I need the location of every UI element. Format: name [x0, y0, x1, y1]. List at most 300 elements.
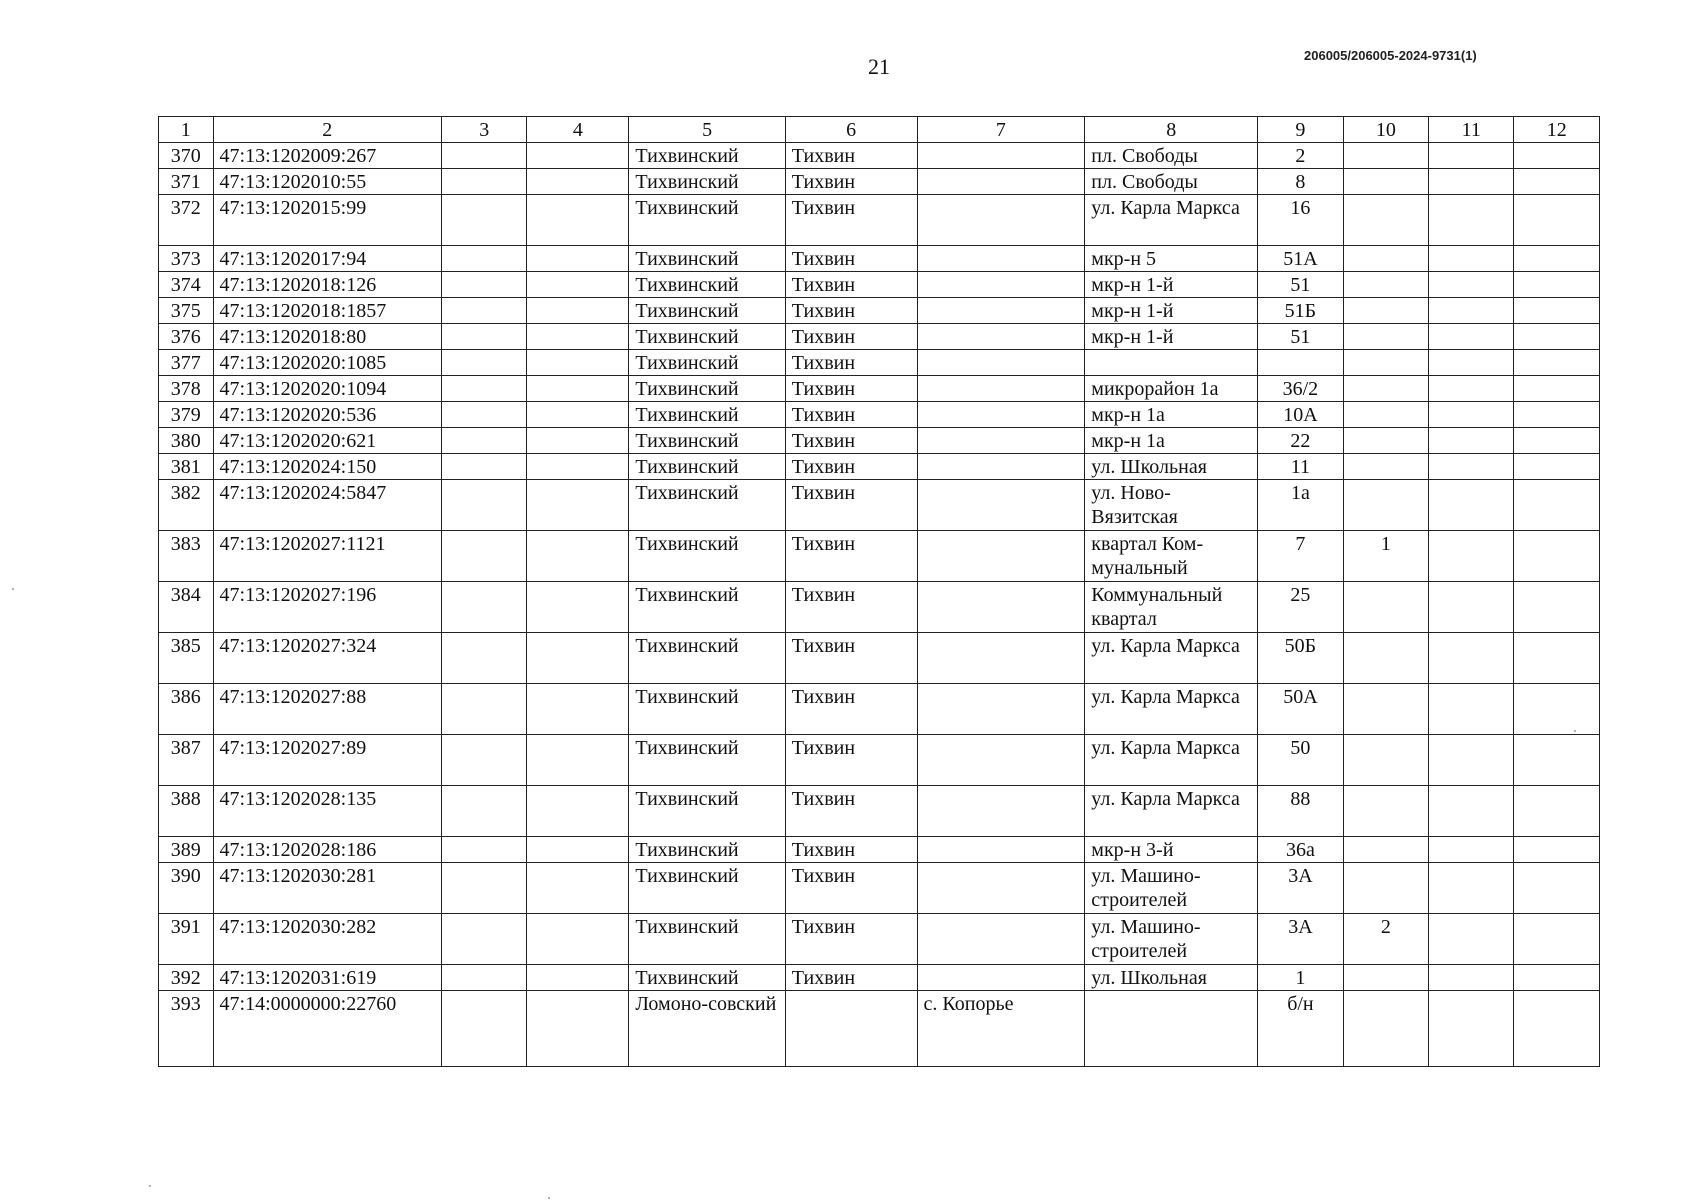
- district-cell: Тихвинский: [629, 914, 785, 965]
- locality-cell: [917, 633, 1085, 684]
- table-row: [159, 376, 1600, 402]
- table-body: [159, 143, 1600, 1067]
- district-cell: Тихвинский: [629, 350, 785, 376]
- column-4-cell: [527, 965, 629, 991]
- column-10-cell: [1343, 298, 1428, 324]
- column-12-cell: [1514, 324, 1600, 350]
- column-4-cell: [527, 324, 629, 350]
- column-3-cell: [442, 965, 527, 991]
- city-cell: Тихвин: [785, 863, 917, 914]
- locality-cell: [917, 272, 1085, 298]
- column-11-cell: [1429, 454, 1514, 480]
- district-cell: Тихвинский: [629, 454, 785, 480]
- table-row: [159, 837, 1600, 863]
- district-cell: Тихвинский: [629, 298, 785, 324]
- column-10-cell: [1343, 169, 1428, 195]
- city-cell: [785, 991, 917, 1067]
- column-4-cell: [527, 480, 629, 531]
- city-cell: Тихвин: [785, 735, 917, 786]
- column-12-cell: [1514, 298, 1600, 324]
- column-header: 8: [1085, 117, 1258, 143]
- column-12-cell: [1514, 376, 1600, 402]
- column-10-cell: [1343, 837, 1428, 863]
- city-cell: Тихвин: [785, 402, 917, 428]
- cadastral-number-cell: 47:13:1202024:150: [213, 454, 442, 480]
- row-number-cell: 381: [159, 454, 214, 480]
- street-cell: мкр-н 1-й: [1085, 298, 1258, 324]
- house-number-cell: 51Б: [1258, 298, 1343, 324]
- column-10-cell: [1343, 454, 1428, 480]
- column-12-cell: [1514, 195, 1600, 246]
- column-3-cell: [442, 633, 527, 684]
- city-cell: Тихвин: [785, 272, 917, 298]
- cadastral-number-cell: 47:13:1202027:1121: [213, 531, 442, 582]
- column-12-cell: [1514, 991, 1600, 1067]
- scan-speck: [1574, 730, 1576, 732]
- column-12-cell: [1514, 350, 1600, 376]
- house-number-cell: 1: [1258, 965, 1343, 991]
- column-4-cell: [527, 735, 629, 786]
- district-cell: Ломоно-совский: [629, 991, 785, 1067]
- column-3-cell: [442, 272, 527, 298]
- column-12-cell: [1514, 454, 1600, 480]
- column-11-cell: [1429, 324, 1514, 350]
- column-10-cell: [1343, 735, 1428, 786]
- street-cell: мкр-н 1-й: [1085, 324, 1258, 350]
- locality-cell: [917, 402, 1085, 428]
- house-number-cell: 11: [1258, 454, 1343, 480]
- column-12-cell: [1514, 633, 1600, 684]
- column-3-cell: [442, 428, 527, 454]
- locality-cell: [917, 786, 1085, 837]
- column-3-cell: [442, 735, 527, 786]
- city-cell: Тихвин: [785, 480, 917, 531]
- cadastral-number-cell: 47:13:1202028:186: [213, 837, 442, 863]
- locality-cell: [917, 454, 1085, 480]
- house-number-cell: 50А: [1258, 684, 1343, 735]
- district-cell: Тихвинский: [629, 169, 785, 195]
- column-12-cell: [1514, 837, 1600, 863]
- row-number-cell: 382: [159, 480, 214, 531]
- column-3-cell: [442, 786, 527, 837]
- cadastral-number-cell: 47:13:1202020:1094: [213, 376, 442, 402]
- city-cell: Тихвин: [785, 376, 917, 402]
- row-number-cell: 384: [159, 582, 214, 633]
- house-number-cell: 1а: [1258, 480, 1343, 531]
- column-4-cell: [527, 169, 629, 195]
- column-3-cell: [442, 684, 527, 735]
- district-cell: Тихвинский: [629, 684, 785, 735]
- district-cell: Тихвинский: [629, 633, 785, 684]
- table-row: [159, 428, 1600, 454]
- street-cell: Коммунальный квартал: [1085, 582, 1258, 633]
- column-10-cell: [1343, 582, 1428, 633]
- column-12-cell: [1514, 428, 1600, 454]
- column-10-cell: [1343, 480, 1428, 531]
- table-row: [159, 402, 1600, 428]
- table-row: [159, 684, 1600, 735]
- column-header: 6: [785, 117, 917, 143]
- district-cell: Тихвинский: [629, 246, 785, 272]
- cadastral-number-cell: 47:13:1202015:99: [213, 195, 442, 246]
- column-3-cell: [442, 531, 527, 582]
- column-header: 10: [1343, 117, 1428, 143]
- column-header: 11: [1429, 117, 1514, 143]
- district-cell: Тихвинский: [629, 786, 785, 837]
- column-4-cell: [527, 582, 629, 633]
- city-cell: Тихвин: [785, 298, 917, 324]
- table-row: [159, 863, 1600, 914]
- column-3-cell: [442, 480, 527, 531]
- city-cell: Тихвин: [785, 582, 917, 633]
- column-11-cell: [1429, 863, 1514, 914]
- column-10-cell: 1: [1343, 531, 1428, 582]
- street-cell: пл. Свободы: [1085, 169, 1258, 195]
- column-11-cell: [1429, 633, 1514, 684]
- column-12-cell: [1514, 863, 1600, 914]
- house-number-cell: 36/2: [1258, 376, 1343, 402]
- city-cell: Тихвин: [785, 786, 917, 837]
- district-cell: Тихвинский: [629, 531, 785, 582]
- cadastral-number-cell: 47:13:1202028:135: [213, 786, 442, 837]
- table-row: [159, 991, 1600, 1067]
- column-10-cell: [1343, 195, 1428, 246]
- column-12-cell: [1514, 582, 1600, 633]
- column-4-cell: [527, 786, 629, 837]
- column-10-cell: [1343, 428, 1428, 454]
- column-10-cell: 2: [1343, 914, 1428, 965]
- column-3-cell: [442, 246, 527, 272]
- column-3-cell: [442, 863, 527, 914]
- street-cell: пл. Свободы: [1085, 143, 1258, 169]
- column-4-cell: [527, 428, 629, 454]
- table-row: [159, 454, 1600, 480]
- city-cell: Тихвин: [785, 143, 917, 169]
- locality-cell: [917, 965, 1085, 991]
- table-row: [159, 914, 1600, 965]
- column-10-cell: [1343, 991, 1428, 1067]
- house-number-cell: б/н: [1258, 991, 1343, 1067]
- column-10-cell: [1343, 246, 1428, 272]
- table-header-row: [159, 117, 1600, 143]
- locality-cell: [917, 480, 1085, 531]
- column-11-cell: [1429, 735, 1514, 786]
- register-table: [158, 116, 1600, 1067]
- cadastral-number-cell: 47:14:0000000:22760: [213, 991, 442, 1067]
- street-cell: ул. Карла Маркса: [1085, 633, 1258, 684]
- column-3-cell: [442, 454, 527, 480]
- district-cell: Тихвинский: [629, 272, 785, 298]
- street-cell: мкр-н 5: [1085, 246, 1258, 272]
- column-11-cell: [1429, 786, 1514, 837]
- column-12-cell: [1514, 246, 1600, 272]
- locality-cell: [917, 531, 1085, 582]
- column-12-cell: [1514, 480, 1600, 531]
- row-number-cell: 380: [159, 428, 214, 454]
- row-number-cell: 376: [159, 324, 214, 350]
- district-cell: Тихвинский: [629, 376, 785, 402]
- column-4-cell: [527, 195, 629, 246]
- scan-speck: [548, 1197, 550, 1199]
- city-cell: Тихвин: [785, 195, 917, 246]
- column-12-cell: [1514, 272, 1600, 298]
- district-cell: Тихвинский: [629, 480, 785, 531]
- street-cell: мкр-н 3-й: [1085, 837, 1258, 863]
- row-number-cell: 373: [159, 246, 214, 272]
- row-number-cell: 377: [159, 350, 214, 376]
- street-cell: ул. Машино-строителей: [1085, 863, 1258, 914]
- row-number-cell: 386: [159, 684, 214, 735]
- city-cell: Тихвин: [785, 454, 917, 480]
- column-4-cell: [527, 272, 629, 298]
- locality-cell: [917, 582, 1085, 633]
- column-11-cell: [1429, 965, 1514, 991]
- row-number-cell: 370: [159, 143, 214, 169]
- column-12-cell: [1514, 402, 1600, 428]
- column-4-cell: [527, 837, 629, 863]
- locality-cell: [917, 376, 1085, 402]
- column-3-cell: [442, 169, 527, 195]
- row-number-cell: 379: [159, 402, 214, 428]
- column-4-cell: [527, 914, 629, 965]
- city-cell: Тихвин: [785, 684, 917, 735]
- table-row: [159, 195, 1600, 246]
- street-cell: ул. Машино-строителей: [1085, 914, 1258, 965]
- column-11-cell: [1429, 428, 1514, 454]
- cadastral-number-cell: 47:13:1202027:88: [213, 684, 442, 735]
- cadastral-number-cell: 47:13:1202018:1857: [213, 298, 442, 324]
- cadastral-number-cell: 47:13:1202030:282: [213, 914, 442, 965]
- row-number-cell: 389: [159, 837, 214, 863]
- district-cell: Тихвинский: [629, 428, 785, 454]
- street-cell: ул. Карла Маркса: [1085, 195, 1258, 246]
- scan-speck: [149, 1185, 151, 1187]
- city-cell: Тихвин: [785, 837, 917, 863]
- column-3-cell: [442, 837, 527, 863]
- column-12-cell: [1514, 684, 1600, 735]
- house-number-cell: 8: [1258, 169, 1343, 195]
- column-4-cell: [527, 246, 629, 272]
- column-3-cell: [442, 324, 527, 350]
- column-header: 4: [527, 117, 629, 143]
- row-number-cell: 372: [159, 195, 214, 246]
- city-cell: Тихвин: [785, 428, 917, 454]
- locality-cell: с. Копорье: [917, 991, 1085, 1067]
- city-cell: Тихвин: [785, 350, 917, 376]
- district-cell: Тихвинский: [629, 402, 785, 428]
- locality-cell: [917, 914, 1085, 965]
- column-11-cell: [1429, 143, 1514, 169]
- column-10-cell: [1343, 272, 1428, 298]
- street-cell: [1085, 991, 1258, 1067]
- column-3-cell: [442, 298, 527, 324]
- house-number-cell: 25: [1258, 582, 1343, 633]
- locality-cell: [917, 428, 1085, 454]
- column-12-cell: [1514, 143, 1600, 169]
- cadastral-number-cell: 47:13:1202018:80: [213, 324, 442, 350]
- column-4-cell: [527, 531, 629, 582]
- city-cell: Тихвин: [785, 914, 917, 965]
- table-row: [159, 143, 1600, 169]
- column-11-cell: [1429, 480, 1514, 531]
- street-cell: ул. Ново-Вязитская: [1085, 480, 1258, 531]
- street-cell: мкр-н 1а: [1085, 428, 1258, 454]
- column-11-cell: [1429, 246, 1514, 272]
- house-number-cell: 2: [1258, 143, 1343, 169]
- row-number-cell: 392: [159, 965, 214, 991]
- column-10-cell: [1343, 350, 1428, 376]
- street-cell: квартал Ком-мунальный: [1085, 531, 1258, 582]
- column-11-cell: [1429, 531, 1514, 582]
- row-number-cell: 390: [159, 863, 214, 914]
- column-header: 12: [1514, 117, 1600, 143]
- table-row: [159, 169, 1600, 195]
- house-number-cell: 3А: [1258, 863, 1343, 914]
- cadastral-number-cell: 47:13:1202027:89: [213, 735, 442, 786]
- locality-cell: [917, 246, 1085, 272]
- column-header: 9: [1258, 117, 1343, 143]
- cadastral-number-cell: 47:13:1202027:324: [213, 633, 442, 684]
- row-number-cell: 391: [159, 914, 214, 965]
- column-4-cell: [527, 863, 629, 914]
- column-header: 3: [442, 117, 527, 143]
- house-number-cell: 51: [1258, 272, 1343, 298]
- column-11-cell: [1429, 350, 1514, 376]
- house-number-cell: [1258, 350, 1343, 376]
- column-3-cell: [442, 582, 527, 633]
- city-cell: Тихвин: [785, 169, 917, 195]
- cadastral-number-cell: 47:13:1202030:281: [213, 863, 442, 914]
- column-10-cell: [1343, 965, 1428, 991]
- locality-cell: [917, 195, 1085, 246]
- column-3-cell: [442, 195, 527, 246]
- street-cell: мкр-н 1а: [1085, 402, 1258, 428]
- district-cell: Тихвинский: [629, 143, 785, 169]
- locality-cell: [917, 324, 1085, 350]
- cadastral-number-cell: 47:13:1202031:619: [213, 965, 442, 991]
- table-row: [159, 582, 1600, 633]
- column-12-cell: [1514, 786, 1600, 837]
- table-row: [159, 272, 1600, 298]
- city-cell: Тихвин: [785, 531, 917, 582]
- column-12-cell: [1514, 914, 1600, 965]
- table-row: [159, 324, 1600, 350]
- row-number-cell: 374: [159, 272, 214, 298]
- column-11-cell: [1429, 169, 1514, 195]
- city-cell: Тихвин: [785, 965, 917, 991]
- column-4-cell: [527, 143, 629, 169]
- column-header: 1: [159, 117, 214, 143]
- locality-cell: [917, 837, 1085, 863]
- row-number-cell: 371: [159, 169, 214, 195]
- house-number-cell: 36а: [1258, 837, 1343, 863]
- district-cell: Тихвинский: [629, 837, 785, 863]
- row-number-cell: 378: [159, 376, 214, 402]
- column-11-cell: [1429, 195, 1514, 246]
- house-number-cell: 10А: [1258, 402, 1343, 428]
- column-10-cell: [1343, 684, 1428, 735]
- street-cell: ул. Карла Маркса: [1085, 786, 1258, 837]
- locality-cell: [917, 684, 1085, 735]
- column-10-cell: [1343, 633, 1428, 684]
- table-row: [159, 786, 1600, 837]
- cadastral-number-cell: 47:13:1202020:1085: [213, 350, 442, 376]
- column-header: 2: [213, 117, 442, 143]
- column-12-cell: [1514, 169, 1600, 195]
- locality-cell: [917, 298, 1085, 324]
- column-11-cell: [1429, 684, 1514, 735]
- column-11-cell: [1429, 582, 1514, 633]
- cadastral-number-cell: 47:13:1202024:5847: [213, 480, 442, 531]
- row-number-cell: 393: [159, 991, 214, 1067]
- street-cell: мкр-н 1-й: [1085, 272, 1258, 298]
- column-3-cell: [442, 991, 527, 1067]
- street-cell: ул. Школьная: [1085, 454, 1258, 480]
- house-number-cell: 22: [1258, 428, 1343, 454]
- column-4-cell: [527, 376, 629, 402]
- table-row: [159, 480, 1600, 531]
- column-3-cell: [442, 350, 527, 376]
- table-row: [159, 350, 1600, 376]
- cadastral-number-cell: 47:13:1202017:94: [213, 246, 442, 272]
- row-number-cell: 388: [159, 786, 214, 837]
- city-cell: Тихвин: [785, 324, 917, 350]
- table-row: [159, 531, 1600, 582]
- table-row: [159, 633, 1600, 684]
- column-12-cell: [1514, 965, 1600, 991]
- house-number-cell: 50: [1258, 735, 1343, 786]
- column-4-cell: [527, 402, 629, 428]
- column-4-cell: [527, 684, 629, 735]
- locality-cell: [917, 863, 1085, 914]
- column-11-cell: [1429, 376, 1514, 402]
- row-number-cell: 387: [159, 735, 214, 786]
- column-4-cell: [527, 350, 629, 376]
- column-4-cell: [527, 633, 629, 684]
- cadastral-number-cell: 47:13:1202010:55: [213, 169, 442, 195]
- street-cell: [1085, 350, 1258, 376]
- column-12-cell: [1514, 531, 1600, 582]
- column-10-cell: [1343, 786, 1428, 837]
- column-3-cell: [442, 914, 527, 965]
- house-number-cell: 50Б: [1258, 633, 1343, 684]
- locality-cell: [917, 169, 1085, 195]
- table-row: [159, 298, 1600, 324]
- row-number-cell: 385: [159, 633, 214, 684]
- column-11-cell: [1429, 991, 1514, 1067]
- column-10-cell: [1343, 143, 1428, 169]
- table-row: [159, 735, 1600, 786]
- column-11-cell: [1429, 837, 1514, 863]
- row-number-cell: 375: [159, 298, 214, 324]
- column-4-cell: [527, 298, 629, 324]
- street-cell: ул. Карла Маркса: [1085, 684, 1258, 735]
- column-11-cell: [1429, 914, 1514, 965]
- locality-cell: [917, 735, 1085, 786]
- house-number-cell: 16: [1258, 195, 1343, 246]
- column-10-cell: [1343, 376, 1428, 402]
- column-3-cell: [442, 376, 527, 402]
- street-cell: микрорайон 1а: [1085, 376, 1258, 402]
- cadastral-number-cell: 47:13:1202027:196: [213, 582, 442, 633]
- table-row: [159, 965, 1600, 991]
- row-number-cell: 383: [159, 531, 214, 582]
- house-number-cell: 3А: [1258, 914, 1343, 965]
- column-11-cell: [1429, 402, 1514, 428]
- house-number-cell: 51: [1258, 324, 1343, 350]
- page-number: 21: [868, 54, 890, 79]
- district-cell: Тихвинский: [629, 965, 785, 991]
